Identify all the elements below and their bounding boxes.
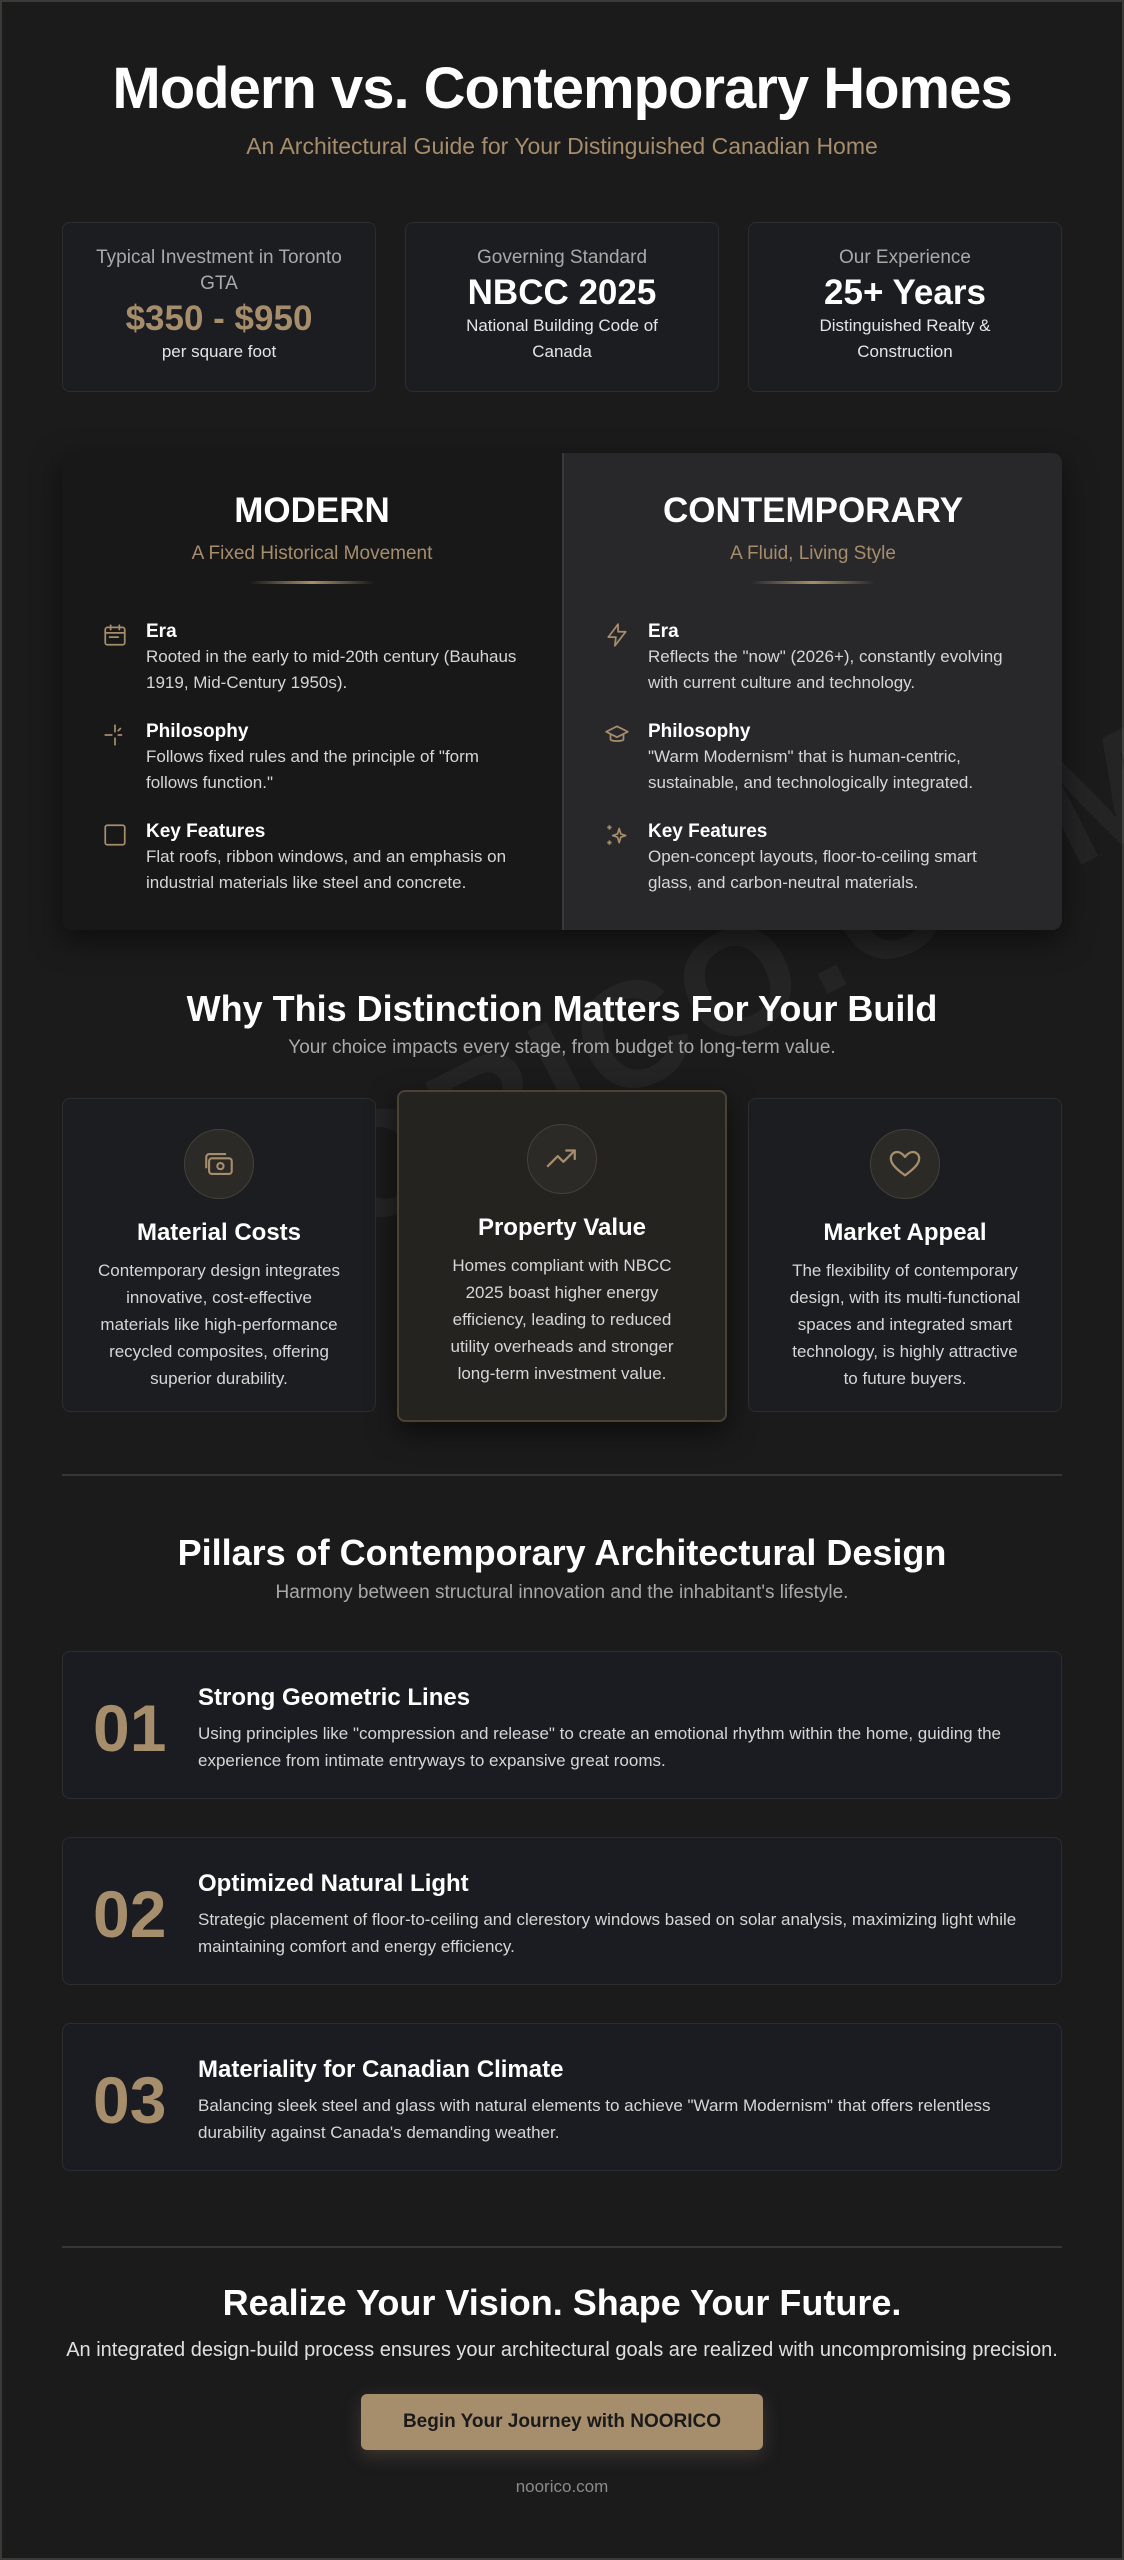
- modern-era-item: [102, 620, 522, 696]
- trending-up-icon: [527, 1124, 597, 1194]
- contemporary-philosophy-item: [604, 720, 1022, 796]
- contemporary-features-item: [604, 820, 1022, 896]
- stat-label: Typical Investment in Toronto GTA: [96, 247, 342, 294]
- pillar-text: Using principles like "compression and release" to create an emotional rhythm within the home, guiding the experience from intimate entryways to expansive great rooms.: [198, 1724, 1001, 1770]
- stars-icon: [604, 820, 648, 896]
- item-title: Philosophy: [146, 721, 249, 742]
- why-section-subtitle: Your choice impacts every stage, from budget to long-term value.: [288, 1037, 836, 1058]
- why-card-title: Material Costs: [136, 1219, 302, 1246]
- stat-label: Governing Standard: [476, 247, 648, 268]
- contemporary-column: [562, 453, 1062, 930]
- stat-desc: per square foot: [161, 342, 277, 361]
- sparkle-icon: [102, 720, 146, 796]
- contemporary-title: CONTEMPORARY: [662, 491, 964, 530]
- stat-value: $350 - $950: [125, 299, 313, 338]
- item-text: Reflects the "now" (2026+), constantly evolving with current culture and technology.: [648, 647, 1003, 692]
- gold-divider: [751, 581, 875, 584]
- item-text: Follows fixed rules and the principle of "form follows function.": [146, 747, 479, 792]
- section-divider: [62, 2246, 1062, 2248]
- item-text: Flat roofs, ribbon windows, and an emphasis on industrial materials like steel and concrete.: [146, 847, 507, 892]
- stat-value: NBCC 2025: [467, 273, 657, 312]
- pillar-number: 01: [93, 1691, 167, 1765]
- item-title: Key Features: [146, 821, 266, 842]
- stat-desc: National Building Code of Canada: [466, 316, 658, 361]
- pillar-card: [62, 2023, 1062, 2171]
- pillars-section-title: Pillars of Contemporary Architectural Design: [177, 1532, 947, 1573]
- page-title: Modern vs. Contemporary Homes: [112, 56, 1012, 121]
- gold-divider: [250, 581, 374, 584]
- item-title: Philosophy: [648, 721, 751, 742]
- cta-subtitle: An integrated design-build process ensures your architectural goals are realized with uncompromising precision.: [66, 2339, 1058, 2361]
- stat-value: 25+ Years: [824, 273, 986, 312]
- pillar-text: Balancing sleek steel and glass with natural elements to achieve "Warm Modernism" that offers relentless durability against Canada's demanding weather.: [198, 2096, 991, 2142]
- why-card-text: Contemporary design integrates innovative, cost-effective materials like high-performance recycled composites, offering superior durability.: [98, 1261, 340, 1388]
- comparison-panel: [62, 453, 1062, 930]
- stat-card-investment: [62, 222, 376, 392]
- why-card-material-costs: [62, 1098, 376, 1412]
- why-card-title: Market Appeal: [823, 1219, 987, 1246]
- pillar-title: Strong Geometric Lines: [198, 1684, 471, 1711]
- modern-features-item: [102, 820, 522, 896]
- contemporary-subtitle: A Fluid, Living Style: [730, 543, 896, 564]
- calendar-icon: [102, 620, 146, 696]
- page-subtitle: An Architectural Guide for Your Distinguished Canadian Home: [246, 133, 878, 159]
- pillars-section-subtitle: Harmony between structural innovation and the inhabitant's lifestyle.: [275, 1582, 849, 1603]
- item-text: "Warm Modernism" that is human-centric, sustainable, and technologically integrated.: [648, 747, 974, 792]
- modern-column: [62, 453, 562, 930]
- item-title: Key Features: [648, 821, 768, 842]
- cta-title: Realize Your Vision. Shape Your Future.: [222, 2282, 902, 2323]
- website-link[interactable]: noorico.com: [515, 2477, 609, 2496]
- lightning-icon: [604, 620, 648, 696]
- pillar-card: [62, 1651, 1062, 1799]
- pillar-number: 03: [93, 2063, 167, 2137]
- stat-desc: Distinguished Realty & Construction: [819, 316, 991, 361]
- begin-journey-button[interactable]: Begin Your Journey with NOORICO: [361, 2394, 763, 2450]
- contemporary-era-item: [604, 620, 1022, 696]
- why-card-text: The flexibility of contemporary design, with its multi-functional spaces and integrated smart technology, is highly attractive to future buyers.: [789, 1261, 1021, 1388]
- section-divider: [62, 1474, 1062, 1476]
- modern-philosophy-item: [102, 720, 522, 796]
- pillar-card: [62, 1837, 1062, 1985]
- pillar-title: Optimized Natural Light: [198, 1870, 469, 1897]
- why-card-property-value: [397, 1090, 727, 1422]
- why-card-title: Property Value: [477, 1214, 647, 1241]
- item-text: Rooted in the early to mid-20th century (Bauhaus 1919, Mid-Century 1950s).: [146, 647, 517, 692]
- item-title: Era: [146, 621, 177, 642]
- square-icon: [102, 820, 146, 896]
- why-card-text: Homes compliant with NBCC 2025 boast higher energy efficiency, leading to reduced utility overheads and stronger long-term investment value.: [450, 1256, 674, 1383]
- modern-subtitle: A Fixed Historical Movement: [191, 543, 433, 564]
- pillar-number: 02: [93, 1877, 167, 1951]
- graduation-cap-icon: [604, 720, 648, 796]
- modern-title: MODERN: [234, 491, 390, 530]
- why-card-market-appeal: [748, 1098, 1062, 1412]
- heart-icon: [870, 1129, 940, 1199]
- pillar-text: Strategic placement of floor-to-ceiling and clerestory windows based on solar analysis, maximizing light while maintaining comfort and energy efficiency.: [198, 1910, 1017, 1956]
- pillar-title: Materiality for Canadian Climate: [198, 2056, 564, 2083]
- stat-card-standard: [405, 222, 719, 392]
- money-icon: [184, 1129, 254, 1199]
- stat-label: Our Experience: [838, 247, 971, 268]
- item-title: Era: [648, 621, 679, 642]
- stat-card-experience: [748, 222, 1062, 392]
- why-section-title: Why This Distinction Matters For Your Build: [186, 988, 938, 1029]
- item-text: Open-concept layouts, floor-to-ceiling smart glass, and carbon-neutral materials.: [648, 847, 977, 892]
